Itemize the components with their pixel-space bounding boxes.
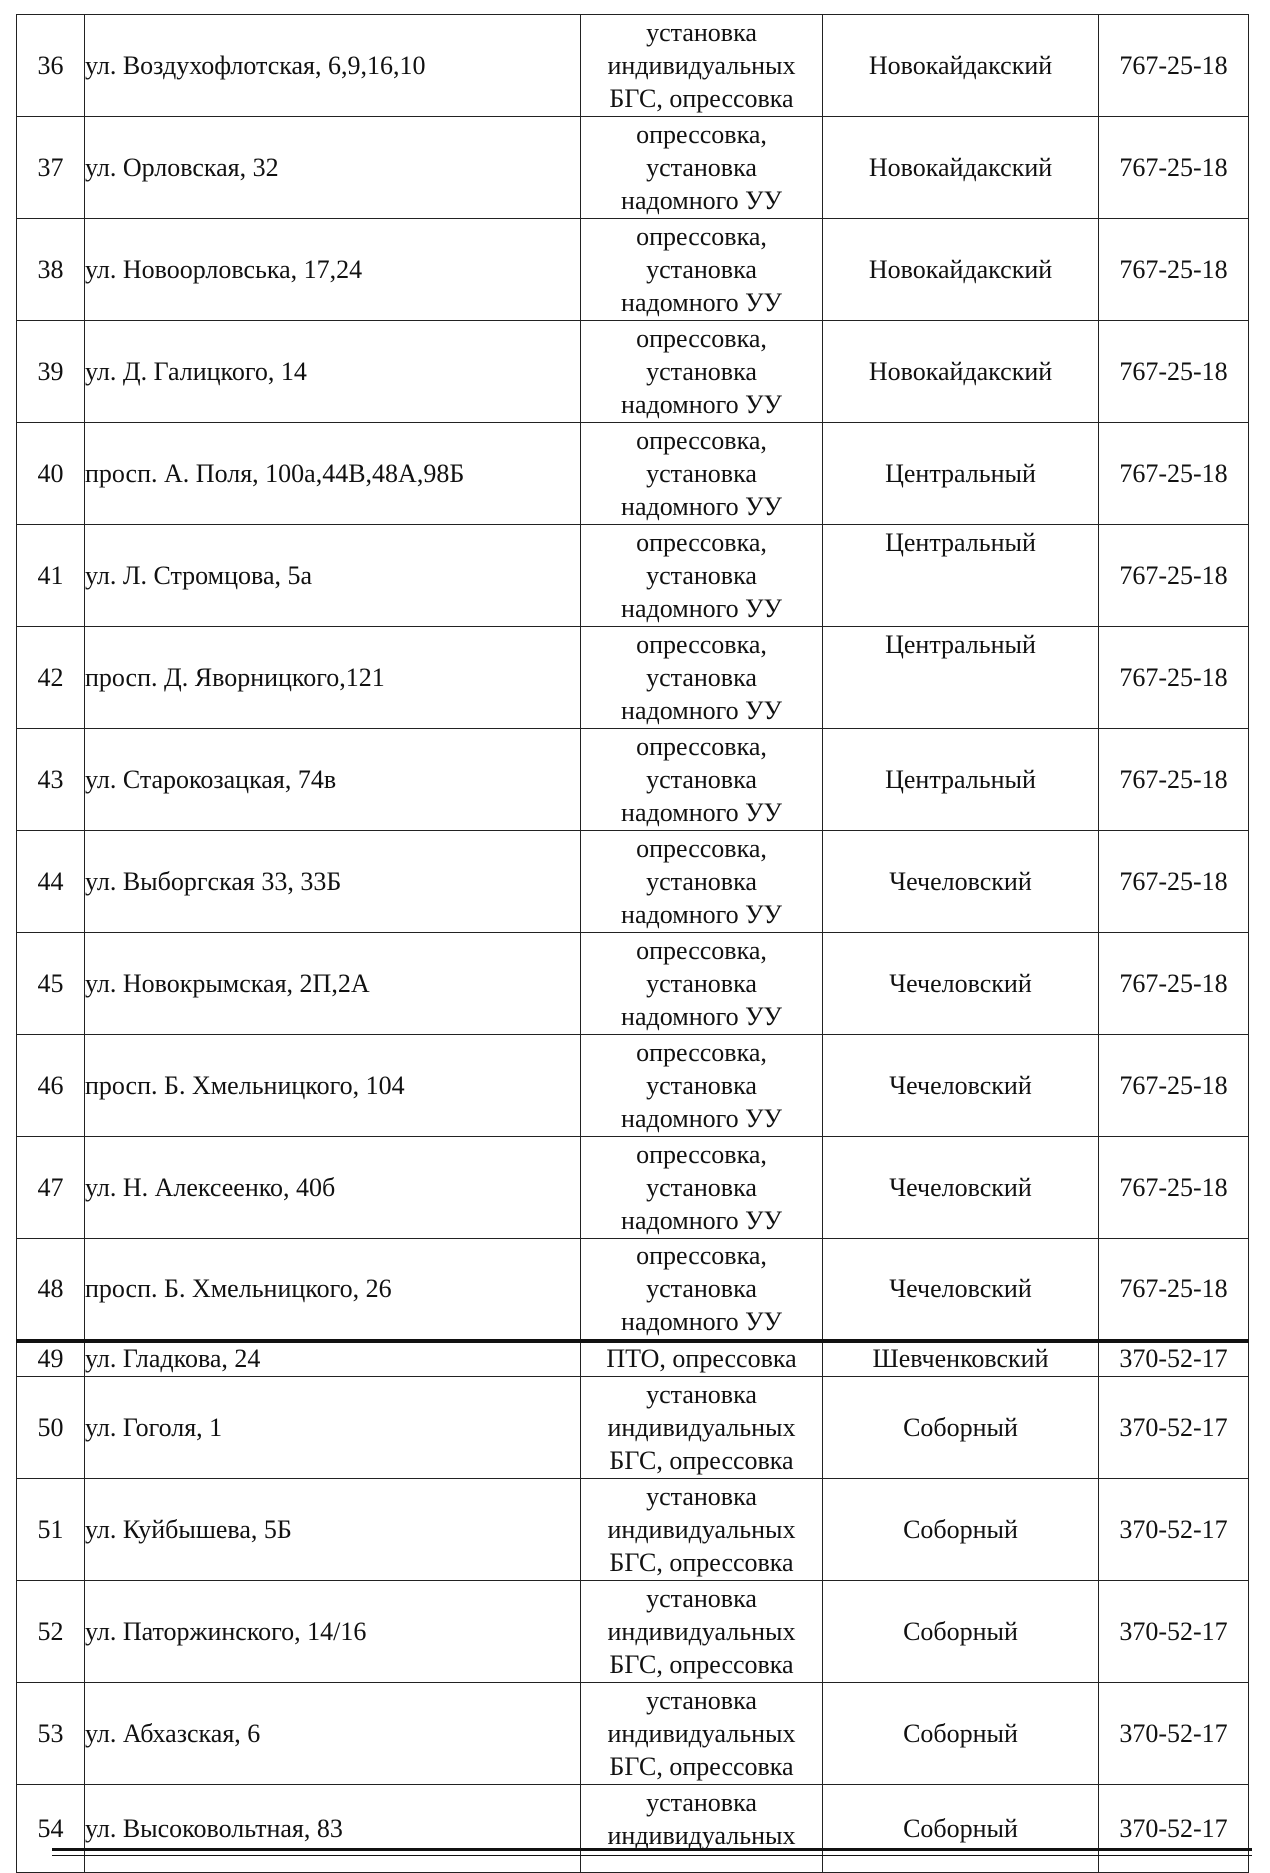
address-cell: просп. Б. Хмельницкого, 26 xyxy=(85,1239,581,1341)
work-type-lines xyxy=(581,628,822,727)
work-type-line: надомного УУ xyxy=(621,288,782,317)
work-type-line: надомного УУ xyxy=(621,1104,782,1133)
address-cell: просп. Б. Хмельницкого, 104 xyxy=(85,1035,581,1137)
row-number: 46 xyxy=(17,1035,85,1137)
work-type-line: индивидуальных xyxy=(607,51,796,80)
work-type-line: надомного УУ xyxy=(621,1206,782,1235)
table-row xyxy=(17,321,1249,423)
work-type-line: установка xyxy=(646,1274,757,1304)
work-type-line: индивидуальных xyxy=(607,1617,796,1646)
phone-cell: 767-25-18 xyxy=(1099,1035,1249,1137)
row-number: 37 xyxy=(17,117,85,219)
table-body xyxy=(17,15,1249,1873)
work-type-line: установка xyxy=(646,153,757,182)
row-number: 44 xyxy=(17,831,85,933)
work-type-cell xyxy=(581,627,823,729)
table-row xyxy=(17,1377,1249,1479)
address-cell: ул. Л. Стромцова, 5а xyxy=(85,525,581,627)
phone-cell: 370-52-17 xyxy=(1099,1785,1249,1873)
work-type-cell xyxy=(581,1035,823,1137)
phone-cell: 767-25-18 xyxy=(1099,729,1249,831)
address-cell: ул. Паторжинского, 14/16 xyxy=(85,1581,581,1683)
work-type-lines xyxy=(581,118,822,217)
work-type-line: опрессовка, xyxy=(636,1038,767,1067)
row-number: 45 xyxy=(17,933,85,1035)
table-row xyxy=(17,1479,1249,1581)
table-row xyxy=(17,1785,1249,1873)
work-type-line: опрессовка, xyxy=(636,324,767,353)
work-type-cell xyxy=(581,1239,823,1341)
address-cell: ул. Д. Галицкого, 14 xyxy=(85,321,581,423)
work-type-line: БГС, опрессовка xyxy=(609,1446,794,1475)
work-type-cell xyxy=(581,1785,823,1873)
work-type-lines xyxy=(581,934,822,1033)
district-cell: Центральный xyxy=(823,627,1099,729)
work-type-line: индивидуальных xyxy=(607,1820,796,1850)
work-type-line: надомного УУ xyxy=(621,1002,782,1031)
phone-cell: 370-52-17 xyxy=(1099,1377,1249,1479)
phone-cell: 370-52-17 xyxy=(1099,1341,1249,1377)
work-type-cell xyxy=(581,423,823,525)
phone-cell: 370-52-17 xyxy=(1099,1479,1249,1581)
district-cell: Центральный xyxy=(823,423,1099,525)
work-type-lines xyxy=(581,1378,822,1477)
district-cell: Соборный xyxy=(823,1785,1099,1873)
address-cell: ул. Старокозацкая, 74в xyxy=(85,729,581,831)
district-cell: Новокайдакский xyxy=(823,15,1099,117)
work-type-lines xyxy=(581,1684,822,1783)
phone-cell: 767-25-18 xyxy=(1099,933,1249,1035)
table-row xyxy=(17,1581,1249,1683)
work-type-cell xyxy=(581,1479,823,1581)
row-number: 47 xyxy=(17,1137,85,1239)
row-number: 54 xyxy=(17,1785,85,1873)
work-type-lines xyxy=(581,730,822,829)
phone-cell: 767-25-18 xyxy=(1099,627,1249,729)
work-type-cell xyxy=(581,1683,823,1785)
address-cell: ул. Гладкова, 24 xyxy=(85,1341,581,1377)
table-row xyxy=(17,15,1249,117)
row-number: 42 xyxy=(17,627,85,729)
work-type-line: установка xyxy=(646,867,757,896)
district-cell: Соборный xyxy=(823,1581,1099,1683)
work-type-line: установка xyxy=(646,561,757,590)
phone-cell: 767-25-18 xyxy=(1099,423,1249,525)
work-type-cell xyxy=(581,1377,823,1479)
work-type-line: установка xyxy=(646,765,757,794)
table-row xyxy=(17,219,1249,321)
work-type-line: надомного УУ xyxy=(621,1307,782,1337)
work-type-line: надомного УУ xyxy=(621,594,782,623)
district-cell: Чечеловский xyxy=(823,1035,1099,1137)
work-type-lines xyxy=(581,16,822,115)
work-type-line: установка xyxy=(646,969,757,998)
bottom-double-rule-thin xyxy=(52,1855,1252,1856)
district-cell: Центральный xyxy=(823,525,1099,627)
phone-cell: 370-52-17 xyxy=(1099,1581,1249,1683)
work-type-line: ПТО, опрессовка xyxy=(606,1344,797,1374)
address-cell: ул. Выборгская 33, 33Б xyxy=(85,831,581,933)
work-type-line: надомного УУ xyxy=(621,492,782,521)
work-type-line: опрессовка, xyxy=(636,630,767,659)
address-cell: ул. Высоковольтная, 83 xyxy=(85,1785,581,1873)
phone-cell: 767-25-18 xyxy=(1099,219,1249,321)
work-type-lines xyxy=(581,832,822,931)
work-type-lines xyxy=(581,1344,822,1374)
district-cell: Соборный xyxy=(823,1479,1099,1581)
address-cell: ул. Новоорловська, 17,24 xyxy=(85,219,581,321)
work-type-lines xyxy=(581,1786,822,1872)
work-type-line: опрессовка, xyxy=(636,120,767,149)
table-row xyxy=(17,933,1249,1035)
work-type-line: установка xyxy=(646,18,757,47)
work-type-cell xyxy=(581,1581,823,1683)
row-number: 53 xyxy=(17,1683,85,1785)
table-row xyxy=(17,1341,1249,1377)
work-type-cell xyxy=(581,729,823,831)
table-row xyxy=(17,1137,1249,1239)
table-row xyxy=(17,525,1249,627)
address-cell: просп. Д. Яворницкого,121 xyxy=(85,627,581,729)
work-type-cell xyxy=(581,219,823,321)
work-type-cell xyxy=(581,933,823,1035)
work-type-cell xyxy=(581,831,823,933)
phone-cell: 767-25-18 xyxy=(1099,321,1249,423)
work-type-line: опрессовка, xyxy=(636,426,767,455)
work-type-line: опрессовка, xyxy=(636,1140,767,1169)
table-row xyxy=(17,831,1249,933)
work-type-cell xyxy=(581,525,823,627)
phone-cell: 767-25-18 xyxy=(1099,525,1249,627)
address-cell: ул. Орловская, 32 xyxy=(85,117,581,219)
work-type-line: опрессовка, xyxy=(636,222,767,251)
work-type-lines xyxy=(581,424,822,523)
work-type-lines xyxy=(581,1239,822,1338)
work-type-line: установка xyxy=(646,1173,757,1202)
work-type-line: БГС, опрессовка xyxy=(609,1548,794,1577)
work-type-line: опрессовка, xyxy=(636,1241,767,1271)
address-cell: ул. Новокрымская, 2П,2А xyxy=(85,933,581,1035)
row-number: 49 xyxy=(17,1341,85,1377)
phone-cell: 767-25-18 xyxy=(1099,1137,1249,1239)
work-type-line: опрессовка, xyxy=(636,936,767,965)
address-cell: ул. Куйбышева, 5Б xyxy=(85,1479,581,1581)
table-row xyxy=(17,1239,1249,1341)
table-row xyxy=(17,423,1249,525)
phone-cell: 767-25-18 xyxy=(1099,831,1249,933)
work-type-line: надомного УУ xyxy=(621,798,782,827)
work-type-cell xyxy=(581,321,823,423)
phone-cell: 767-25-18 xyxy=(1099,117,1249,219)
work-type-line: индивидуальных xyxy=(607,1413,796,1442)
work-type-line: надомного УУ xyxy=(621,186,782,215)
district-cell: Шевченковский xyxy=(823,1341,1099,1377)
district-cell: Новокайдакский xyxy=(823,219,1099,321)
work-type-line: надомного УУ xyxy=(621,900,782,929)
address-cell: ул. Абхазская, 6 xyxy=(85,1683,581,1785)
work-type-lines xyxy=(581,1138,822,1237)
address-cell: ул. Н. Алексеенко, 40б xyxy=(85,1137,581,1239)
district-cell: Новокайдакский xyxy=(823,321,1099,423)
table-row xyxy=(17,1035,1249,1137)
work-type-cell xyxy=(581,117,823,219)
row-number: 41 xyxy=(17,525,85,627)
work-type-lines xyxy=(581,322,822,421)
work-type-line: установка xyxy=(646,1380,757,1409)
work-type-line: установка xyxy=(646,1686,757,1715)
district-cell: Новокайдакский xyxy=(823,117,1099,219)
work-type-cell xyxy=(581,15,823,117)
table-row xyxy=(17,627,1249,729)
district-cell: Чечеловский xyxy=(823,1137,1099,1239)
district-cell: Центральный xyxy=(823,729,1099,831)
row-number: 36 xyxy=(17,15,85,117)
work-type-line: установка xyxy=(646,1787,757,1817)
work-type-line: установка xyxy=(646,255,757,284)
table-row xyxy=(17,729,1249,831)
work-type-line: установка xyxy=(646,1071,757,1100)
row-number: 48 xyxy=(17,1239,85,1341)
work-type-line: опрессовка, xyxy=(636,528,767,557)
work-type-line: опрессовка, xyxy=(636,732,767,761)
work-type-line: индивидуальных xyxy=(607,1719,796,1748)
work-type-line: установка xyxy=(646,1584,757,1613)
work-type-lines xyxy=(581,1480,822,1579)
work-type-lines xyxy=(581,220,822,319)
row-number: 43 xyxy=(17,729,85,831)
table-row xyxy=(17,117,1249,219)
address-cell: ул. Гоголя, 1 xyxy=(85,1377,581,1479)
work-type-line: БГС, опрессовка xyxy=(609,1650,794,1679)
address-cell: просп. А. Поля, 100а,44В,48А,98Б xyxy=(85,423,581,525)
row-number: 51 xyxy=(17,1479,85,1581)
work-type-line: установка xyxy=(646,1482,757,1511)
district-cell: Чечеловский xyxy=(823,831,1099,933)
work-type-line: опрессовка, xyxy=(636,834,767,863)
district-cell: Соборный xyxy=(823,1377,1099,1479)
district-cell: Чечеловский xyxy=(823,1239,1099,1341)
work-type-lines xyxy=(581,1582,822,1681)
work-type-line: установка xyxy=(646,663,757,692)
work-type-lines xyxy=(581,526,822,625)
work-type-line: БГС, опрессовка xyxy=(609,1752,794,1781)
work-type-cell xyxy=(581,1137,823,1239)
phone-cell: 767-25-18 xyxy=(1099,15,1249,117)
work-type-cell xyxy=(581,1341,823,1377)
row-number: 52 xyxy=(17,1581,85,1683)
row-number: 39 xyxy=(17,321,85,423)
row-number: 40 xyxy=(17,423,85,525)
row-number: 50 xyxy=(17,1377,85,1479)
work-type-line: надомного УУ xyxy=(621,696,782,725)
work-type-line: установка xyxy=(646,357,757,386)
work-type-line: индивидуальных xyxy=(607,1515,796,1544)
district-cell: Чечеловский xyxy=(823,933,1099,1035)
work-type-line: БГС, опрессовка xyxy=(609,84,794,113)
phone-cell: 370-52-17 xyxy=(1099,1683,1249,1785)
address-cell: ул. Воздухофлотская, 6,9,16,10 xyxy=(85,15,581,117)
table-row xyxy=(17,1683,1249,1785)
work-type-line: надомного УУ xyxy=(621,390,782,419)
phone-cell: 767-25-18 xyxy=(1099,1239,1249,1341)
row-number: 38 xyxy=(17,219,85,321)
district-cell: Соборный xyxy=(823,1683,1099,1785)
work-type-line: установка xyxy=(646,459,757,488)
bottom-double-rule-thick xyxy=(52,1848,1252,1851)
work-type-lines xyxy=(581,1036,822,1135)
address-work-table xyxy=(16,14,1249,1873)
